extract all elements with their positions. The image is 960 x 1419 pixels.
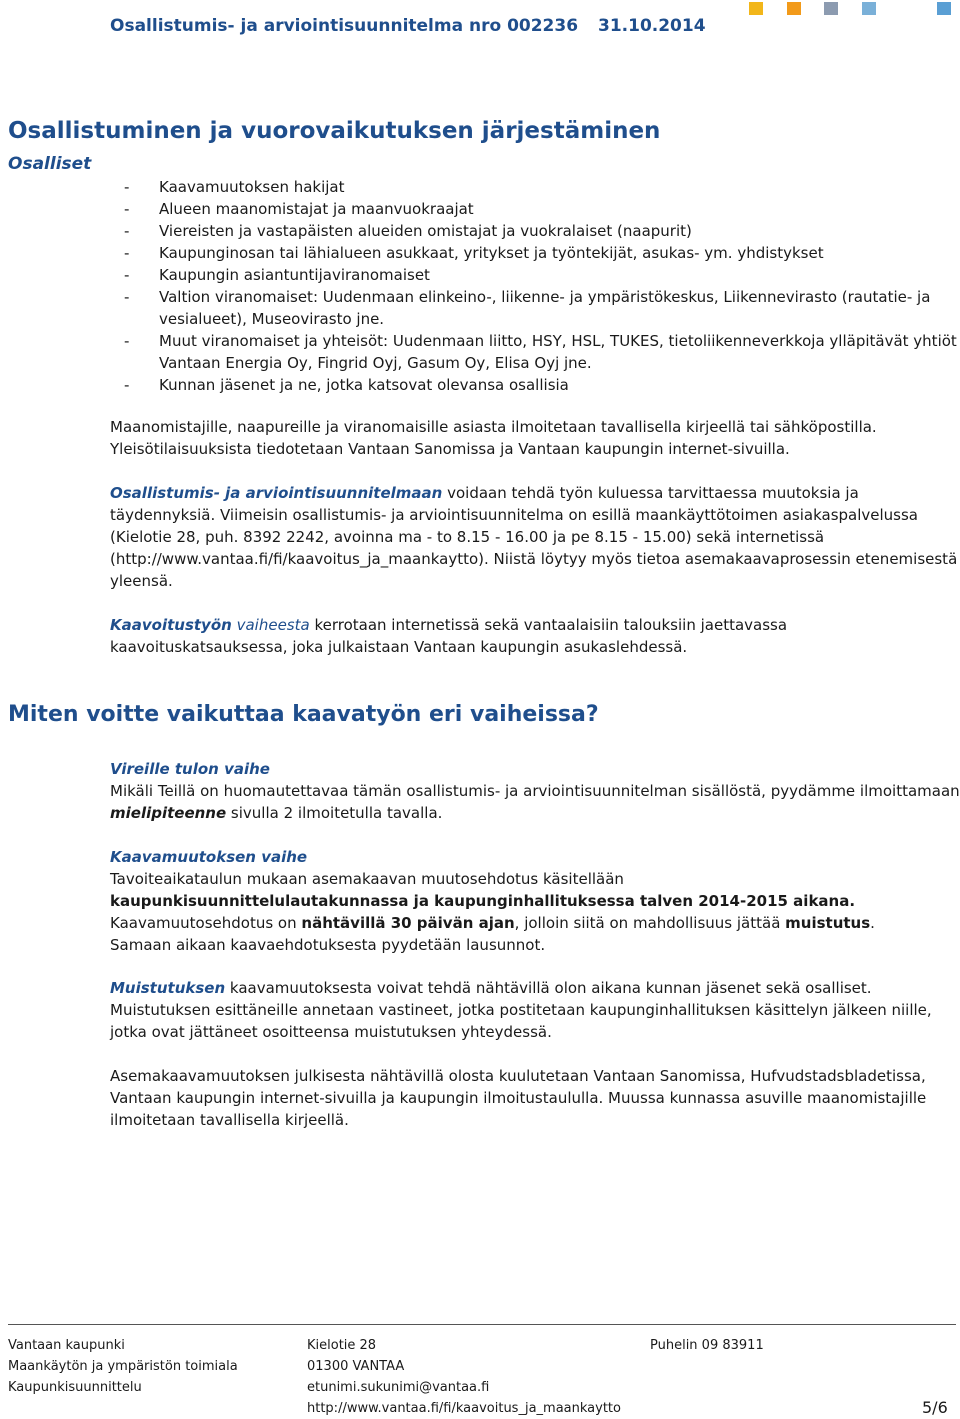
list-item: - Kunnan jäsenet ja ne, jotka katsovat olevansa osallisia [124, 376, 569, 394]
page-number: 5/6 [922, 1398, 948, 1417]
list-item: - Muut viranomaiset ja yhteisöt: Uudenmaan liitto, HSY, HSL, TUKES, tietoliikenneverkkoja ylläpitävät yhtiöt Vantaan Energia Oy, Fingrid Oyj, Gasum Oy, Elisa Oyj jne. [124, 332, 957, 372]
phase-amendment: Kaavamuutoksen vaihe Tavoiteaikataulun mukaan asemakaavan muutosehdotus käsitellään kaupunkisuunnittelulautakunnassa ja kaupunginhallituksessa talven 2014-2015 aikana. Kaavamuutosehdotus on nähtävillä 30 päivän ajan, jolloin siitä on mahdollisuus jättää muistutus. Samaan aikaan kaavaehdotuksesta pyydetään lausunnot. [110, 848, 875, 954]
document-date: 31.10.2014 [598, 16, 706, 36]
footer-organization: Vantaan kaupunki Maankäytön ja ympäristön toimiala Kaupunkisuunnittelu [8, 1338, 238, 1395]
logo-square [824, 2, 838, 15]
list-item: - Kaupungin asiantuntijaviranomaiset [124, 266, 430, 284]
section-heading-participation: Osallistuminen ja vuorovaikutuksen järjestäminen [8, 118, 661, 144]
objection-paragraph: Muistutuksen kaavamuutoksesta voivat tehdä nähtävillä olon aikana kunnan jäsenet sekä osalliset. Muistutuksen esittäneille annetaan vastineet, jotka postitetaan kaupunginhallituksen käsittelyn jälkeen niille, jotka ovat jättäneet osoitteensa muistutuksen yhteydessä. [110, 979, 932, 1041]
stakeholder-list [124, 176, 960, 396]
announcement-paragraph: Asemakaavamuutoksen julkisesta nähtävillä olosta kuulutetaan Vantaan Sanomissa, Hufvudstadsbladetissa, Vantaan kaupungin internet-sivuilla ja kaupungin ilmoitustaululla. Muussa kunnassa asuville maanomistajille ilmoitetaan tavallisella kirjeellä. [110, 1067, 927, 1129]
zoning-paragraph: Kaavoitustyön vaiheesta kerrotaan internetissä sekä vantaalaisiin talouksiin jaettavassa kaavoituskatsauksessa, joka julkaistaan Vantaan kaupungin asukaslehdessä. [110, 616, 788, 656]
phase-initiation: Vireille tulon vaihe Mikäli Teillä on huomautettavaa tämän osallistumis- ja arviointisuunnitelman sisällöstä, pyydämme ilmoittamaan mielipiteenne sivulla 2 ilmoitetulla tavalla. [110, 760, 960, 822]
logo-square [749, 2, 763, 15]
logo-square [937, 2, 951, 15]
list-item: - Viereisten ja vastapäisten alueiden omistajat ja vuokralaiset (naapurit) [124, 222, 692, 240]
footer-divider [8, 1324, 956, 1325]
footer-phone: Puhelin 09 83911 [650, 1338, 764, 1353]
list-item: - Kaavamuutoksen hakijat [124, 178, 345, 196]
section-heading-influence: Miten voitte vaikuttaa kaavatyön eri vaiheissa? [8, 702, 599, 727]
footer-address: Kielotie 28 01300 VANTAA etunimi.sukunimi@vantaa.fi http://www.vantaa.fi/fi/kaavoitus_ja_maankaytto [307, 1338, 621, 1416]
list-item: - Valtion viranomaiset: Uudenmaan elinkeino-, liikenne- ja ympäristökeskus, Liikennevirasto (rautatie- ja vesialueet), Museovirasto jne. [124, 288, 931, 328]
plan-paragraph: Osallistumis- ja arviointisuunnitelmaan voidaan tehdä työn kuluessa tarvittaessa muutoksia ja täydennyksiä. Viimeisin osallistumis- ja arviointisuunnitelma on esillä maankäyttötoimen asiakaspalvelussa (Kielotie 28, puh. 8392 2242, avoinna ma - to 8.15 - 16.00 ja pe 8.15 - 15.00) sekä internetissä (http://www.vantaa.fi/fi/kaavoitus_ja_maankaytto). Niistä löytyy myös tietoa asemakaavaprosessin etenemisestä yleensä. [110, 484, 958, 590]
stakeholders-subheading: Osalliset [8, 154, 92, 174]
logo-square [862, 2, 876, 15]
logo-square [787, 2, 801, 15]
list-item: - Kaupunginosan tai lähialueen asukkaat, yritykset ja työntekijät, asukas- ym. yhdistykset [124, 244, 824, 262]
list-item: - Alueen maanomistajat ja maanvuokraajat [124, 200, 474, 218]
document-title: Osallistumis- ja arviointisuunnitelma nro 002236 [110, 16, 579, 36]
notice-paragraph: Maanomistajille, naapureille ja viranomaisille asiasta ilmoitetaan tavallisella kirjeellä tai sähköpostilla. Yleisötilaisuuksista tiedotetaan Vantaan Sanomissa ja Vantaan kaupungin internet-sivuilla. [110, 418, 877, 458]
